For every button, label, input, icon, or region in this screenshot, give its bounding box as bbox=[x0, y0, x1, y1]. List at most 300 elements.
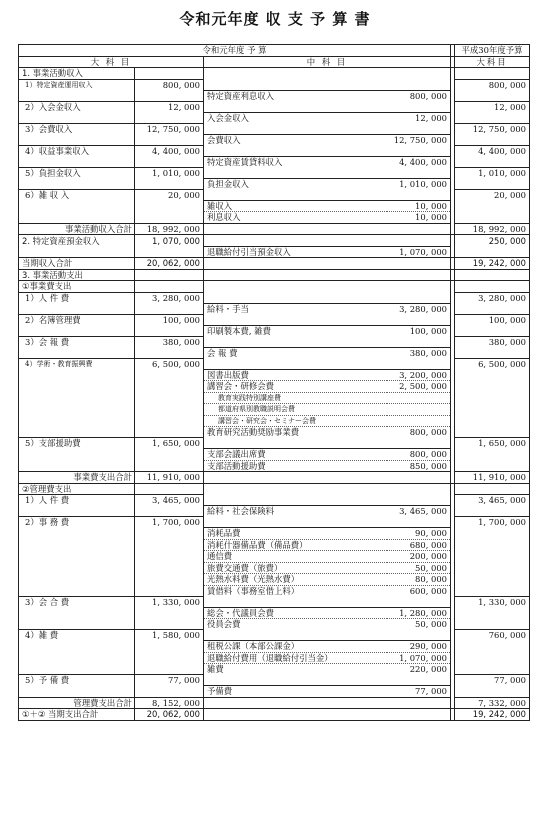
minor-category-cell: 特定資産賃貸料収入 bbox=[204, 156, 387, 167]
major-category-cell: 当期収入合計 bbox=[19, 258, 135, 270]
prev-year-amount-cell bbox=[455, 68, 530, 80]
minor-amount-cell: 10, 000 bbox=[387, 212, 451, 224]
major-amount-cell bbox=[135, 483, 204, 495]
minor-category-cell bbox=[204, 483, 387, 495]
prev-year-amount-cell bbox=[455, 449, 530, 461]
major-amount-cell bbox=[135, 585, 204, 596]
budget-row bbox=[19, 562, 530, 574]
minor-category-cell bbox=[204, 358, 387, 369]
major-category-cell: 3. 事業活動支出 bbox=[19, 269, 135, 281]
minor-category-cell: 雑収入 bbox=[204, 200, 387, 212]
budget-row bbox=[19, 336, 530, 347]
minor-category-cell: 負担金収入 bbox=[204, 178, 387, 189]
prev-year-amount-cell: 100, 000 bbox=[455, 314, 530, 325]
prev-year-amount-cell bbox=[455, 539, 530, 551]
budget-row bbox=[19, 697, 530, 709]
minor-amount-cell bbox=[387, 392, 451, 404]
minor-category-cell bbox=[204, 189, 387, 200]
major-amount-cell bbox=[135, 664, 204, 675]
major-amount-cell: 12, 750, 000 bbox=[135, 123, 204, 134]
major-amount-cell: 1, 700, 000 bbox=[135, 517, 204, 528]
major-amount-cell bbox=[135, 641, 204, 653]
budget-row bbox=[19, 551, 530, 563]
prev-year-amount-cell bbox=[455, 404, 530, 416]
minor-amount-cell: 1, 070, 000 bbox=[387, 246, 451, 258]
prev-year-amount-cell: 20, 000 bbox=[455, 189, 530, 200]
major-amount-cell: 1, 580, 000 bbox=[135, 630, 204, 641]
prev-year-amount-cell bbox=[455, 551, 530, 563]
major-category-cell: 3）会費収入 bbox=[19, 123, 135, 134]
minor-category-cell: 役員会費 bbox=[204, 619, 387, 630]
major-amount-cell bbox=[135, 652, 204, 664]
minor-category-cell: 教育研究活動奨励事業費 bbox=[204, 427, 387, 438]
minor-amount-cell bbox=[387, 483, 451, 495]
minor-amount-cell bbox=[387, 145, 451, 156]
minor-amount-cell bbox=[387, 358, 451, 369]
budget-row bbox=[19, 200, 530, 212]
major-amount-cell bbox=[135, 449, 204, 461]
major-amount-cell bbox=[135, 134, 204, 145]
major-category-cell: 4）収益事業収入 bbox=[19, 145, 135, 156]
major-amount-cell bbox=[135, 369, 204, 381]
minor-category-cell: 支部活動援助費 bbox=[204, 460, 387, 472]
major-amount-cell bbox=[135, 200, 204, 212]
major-amount-cell bbox=[135, 269, 204, 281]
minor-category-cell: 給料・手当 bbox=[204, 303, 387, 314]
prev-year-amount-cell: 77, 000 bbox=[455, 675, 530, 686]
minor-amount-cell: 4, 400, 000 bbox=[387, 156, 451, 167]
major-category-cell: ①＋② 当期支出合計 bbox=[19, 709, 135, 721]
minor-category-cell: 印刷製本費, 雑費 bbox=[204, 325, 387, 336]
major-category-cell bbox=[19, 686, 135, 698]
minor-category-cell bbox=[204, 495, 387, 506]
minor-category-cell bbox=[204, 472, 387, 484]
major-amount-cell bbox=[135, 325, 204, 336]
minor-category-cell: 会 報 費 bbox=[204, 347, 387, 358]
prev-year-amount-cell bbox=[455, 483, 530, 495]
budget-row bbox=[19, 79, 530, 90]
header-row-year bbox=[19, 45, 530, 57]
minor-amount-cell bbox=[387, 675, 451, 686]
prev-year-amount-cell bbox=[455, 652, 530, 664]
minor-amount-cell bbox=[387, 472, 451, 484]
prev-year-amount-cell bbox=[455, 369, 530, 381]
major-amount-cell bbox=[135, 607, 204, 619]
major-amount-cell bbox=[135, 281, 204, 293]
budget-row bbox=[19, 381, 530, 393]
minor-category-cell bbox=[204, 596, 387, 607]
budget-row bbox=[19, 281, 530, 293]
major-amount-cell bbox=[135, 303, 204, 314]
budget-row bbox=[19, 235, 530, 247]
minor-category-cell: 消耗品費 bbox=[204, 528, 387, 540]
major-category-cell bbox=[19, 112, 135, 123]
major-category-cell: 2）入会金収入 bbox=[19, 101, 135, 112]
minor-category-cell: 特定資産利息収入 bbox=[204, 90, 387, 101]
major-amount-cell: 11, 910, 000 bbox=[135, 472, 204, 484]
minor-amount-cell: 680, 000 bbox=[387, 539, 451, 551]
minor-category-cell: 雑費 bbox=[204, 664, 387, 675]
major-amount-cell bbox=[135, 112, 204, 123]
minor-category-cell: 消耗什器備品費（備品費） bbox=[204, 539, 387, 551]
minor-category-cell bbox=[204, 258, 387, 270]
major-category-cell: 4）学術・教育振興費 bbox=[19, 358, 135, 369]
minor-amount-cell: 220, 000 bbox=[387, 664, 451, 675]
major-category-cell: 1）人 件 費 bbox=[19, 495, 135, 506]
prev-year-amount-cell bbox=[455, 528, 530, 540]
major-amount-cell: 3, 280, 000 bbox=[135, 292, 204, 303]
minor-amount-cell: 1, 280, 000 bbox=[387, 607, 451, 619]
major-category-cell: 5）予 備 費 bbox=[19, 675, 135, 686]
major-amount-cell bbox=[135, 90, 204, 101]
prev-year-amount-cell: 11, 910, 000 bbox=[455, 472, 530, 484]
budget-row bbox=[19, 223, 530, 235]
minor-amount-cell: 800, 000 bbox=[387, 449, 451, 461]
prev-year-amount-cell bbox=[455, 562, 530, 574]
prev-year-amount-cell: 1, 650, 000 bbox=[455, 438, 530, 449]
major-category-cell: 2. 特定資産預金収入 bbox=[19, 235, 135, 247]
budget-row bbox=[19, 303, 530, 314]
major-amount-cell: 8, 152, 000 bbox=[135, 697, 204, 709]
prev-year-amount-cell bbox=[455, 281, 530, 293]
prev-year-amount-cell: 1, 010, 000 bbox=[455, 167, 530, 178]
minor-category-cell: 会費収入 bbox=[204, 134, 387, 145]
minor-amount-cell bbox=[387, 517, 451, 528]
major-category-cell bbox=[19, 134, 135, 145]
minor-category-cell bbox=[204, 223, 387, 235]
minor-category-cell: 入会金収入 bbox=[204, 112, 387, 123]
prev-year-amount-cell bbox=[455, 392, 530, 404]
prev-year-amount-cell bbox=[455, 381, 530, 393]
minor-amount-cell: 77, 000 bbox=[387, 686, 451, 698]
prev-year-amount-cell bbox=[455, 347, 530, 358]
minor-category-cell: 利息収入 bbox=[204, 212, 387, 224]
major-category-cell: 事業活動収入合計 bbox=[19, 223, 135, 235]
budget-row bbox=[19, 404, 530, 416]
major-category-cell bbox=[19, 619, 135, 630]
budget-row bbox=[19, 156, 530, 167]
prev-year-header: 平成30年度予算 bbox=[455, 45, 530, 57]
minor-amount-cell: 80, 000 bbox=[387, 574, 451, 586]
prev-year-amount-cell bbox=[455, 427, 530, 438]
major-amount-cell: 1, 650, 000 bbox=[135, 438, 204, 449]
budget-row bbox=[19, 517, 530, 528]
minor-amount-cell: 50, 000 bbox=[387, 562, 451, 574]
major-amount-cell: 4, 400, 000 bbox=[135, 145, 204, 156]
minor-amount-cell bbox=[387, 167, 451, 178]
major-category-cell: 管理費支出合計 bbox=[19, 697, 135, 709]
minor-amount-cell: 3, 280, 000 bbox=[387, 303, 451, 314]
minor-amount-cell bbox=[387, 258, 451, 270]
minor-category-cell bbox=[204, 79, 387, 90]
prev-year-amount-cell bbox=[455, 325, 530, 336]
major-amount-cell bbox=[135, 156, 204, 167]
budget-row bbox=[19, 314, 530, 325]
minor-amount-cell: 600, 000 bbox=[387, 585, 451, 596]
major-category-cell bbox=[19, 381, 135, 393]
major-category-cell bbox=[19, 156, 135, 167]
prev-year-amount-cell bbox=[455, 585, 530, 596]
prev-year-amount-cell: 6, 500, 000 bbox=[455, 358, 530, 369]
major-category-cell: 6）雑 収 入 bbox=[19, 189, 135, 200]
minor-category-header: 中 科 目 bbox=[204, 56, 451, 68]
major-category-cell: ①事業費支出 bbox=[19, 281, 135, 293]
budget-row bbox=[19, 68, 530, 80]
prev-year-amount-cell: 18, 992, 000 bbox=[455, 223, 530, 235]
budget-row bbox=[19, 292, 530, 303]
minor-category-cell: 通信費 bbox=[204, 551, 387, 563]
prev-year-amount-cell bbox=[455, 607, 530, 619]
major-category-cell bbox=[19, 369, 135, 381]
minor-amount-cell bbox=[387, 697, 451, 709]
prev-year-amount-cell bbox=[455, 200, 530, 212]
major-amount-cell: 20, 000 bbox=[135, 189, 204, 200]
major-category-cell bbox=[19, 178, 135, 189]
prev-year-amount-cell: 7, 332, 000 bbox=[455, 697, 530, 709]
major-category-cell bbox=[19, 303, 135, 314]
minor-amount-cell bbox=[387, 281, 451, 293]
budget-row bbox=[19, 607, 530, 619]
major-category-cell bbox=[19, 392, 135, 404]
minor-amount-cell bbox=[387, 404, 451, 416]
minor-amount-cell: 1, 070, 000 bbox=[387, 652, 451, 664]
minor-amount-cell bbox=[387, 101, 451, 112]
major-amount-cell bbox=[135, 427, 204, 438]
major-category-cell bbox=[19, 641, 135, 653]
budget-row bbox=[19, 427, 530, 438]
prev-year-amount-cell bbox=[455, 664, 530, 675]
minor-category-cell bbox=[204, 709, 387, 721]
budget-row bbox=[19, 675, 530, 686]
prev-year-amount-cell bbox=[455, 269, 530, 281]
major-amount-cell bbox=[135, 506, 204, 517]
prev-year-amount-cell bbox=[455, 619, 530, 630]
budget-row bbox=[19, 495, 530, 506]
major-amount-cell: 12, 000 bbox=[135, 101, 204, 112]
budget-row bbox=[19, 472, 530, 484]
minor-amount-cell: 100, 000 bbox=[387, 325, 451, 336]
prev-year-amount-cell: 4, 400, 000 bbox=[455, 145, 530, 156]
minor-category-cell bbox=[204, 269, 387, 281]
major-amount-cell: 18, 992, 000 bbox=[135, 223, 204, 235]
budget-row bbox=[19, 528, 530, 540]
budget-row bbox=[19, 664, 530, 675]
minor-amount-cell: 12, 000 bbox=[387, 112, 451, 123]
minor-category-cell: 給料・社会保険料 bbox=[204, 506, 387, 517]
major-category-cell: ②管理費支出 bbox=[19, 483, 135, 495]
prev-year-amount-cell: 1, 700, 000 bbox=[455, 517, 530, 528]
major-amount-cell bbox=[135, 404, 204, 416]
minor-category-cell bbox=[204, 336, 387, 347]
minor-amount-cell bbox=[387, 223, 451, 235]
major-category-cell bbox=[19, 427, 135, 438]
current-year-header: 令和元年度 予 算 bbox=[19, 45, 451, 57]
minor-category-cell: 退職給付引当預金収入 bbox=[204, 246, 387, 258]
minor-category-cell: 退職給付費用（退職給付引当金） bbox=[204, 652, 387, 664]
major-category-cell: 2）事 務 費 bbox=[19, 517, 135, 528]
major-amount-cell bbox=[135, 619, 204, 630]
major-category-cell: 5）負担金収入 bbox=[19, 167, 135, 178]
budget-row bbox=[19, 212, 530, 224]
major-category-cell bbox=[19, 325, 135, 336]
major-category-cell bbox=[19, 652, 135, 664]
minor-category-cell bbox=[204, 235, 387, 247]
prev-year-amount-cell: 3, 280, 000 bbox=[455, 292, 530, 303]
prev-year-amount-cell: 250, 000 bbox=[455, 235, 530, 247]
prev-year-amount-cell: 380, 000 bbox=[455, 336, 530, 347]
minor-amount-cell: 800, 000 bbox=[387, 427, 451, 438]
major-amount-cell: 20, 062, 000 bbox=[135, 709, 204, 721]
major-category-cell: 3）会 報 費 bbox=[19, 336, 135, 347]
minor-amount-cell bbox=[387, 269, 451, 281]
major-category-cell: 1）人 件 費 bbox=[19, 292, 135, 303]
budget-row bbox=[19, 246, 530, 258]
budget-table bbox=[18, 44, 530, 721]
major-category-cell bbox=[19, 90, 135, 101]
prev-year-amount-cell bbox=[455, 686, 530, 698]
prev-year-amount-cell bbox=[455, 303, 530, 314]
major-amount-cell bbox=[135, 686, 204, 698]
prev-year-amount-cell bbox=[455, 212, 530, 224]
prev-major-header: 大科目 bbox=[455, 56, 530, 68]
budget-row bbox=[19, 539, 530, 551]
minor-amount-cell bbox=[387, 68, 451, 80]
major-category-cell bbox=[19, 539, 135, 551]
budget-row bbox=[19, 630, 530, 641]
major-amount-cell bbox=[135, 178, 204, 189]
major-amount-cell bbox=[135, 460, 204, 472]
major-category-cell: 3）会 合 費 bbox=[19, 596, 135, 607]
minor-amount-cell bbox=[387, 79, 451, 90]
minor-amount-cell: 850, 000 bbox=[387, 460, 451, 472]
minor-category-cell: 予備費 bbox=[204, 686, 387, 698]
major-amount-cell: 1, 070, 000 bbox=[135, 235, 204, 247]
budget-row bbox=[19, 167, 530, 178]
major-category-cell bbox=[19, 585, 135, 596]
major-amount-cell: 380, 000 bbox=[135, 336, 204, 347]
budget-row bbox=[19, 258, 530, 270]
major-amount-cell: 6, 500, 000 bbox=[135, 358, 204, 369]
prev-year-amount-cell bbox=[455, 641, 530, 653]
major-amount-cell: 1, 330, 000 bbox=[135, 596, 204, 607]
major-amount-cell bbox=[135, 415, 204, 427]
prev-year-amount-cell bbox=[455, 506, 530, 517]
minor-amount-cell: 380, 000 bbox=[387, 347, 451, 358]
budget-row bbox=[19, 101, 530, 112]
major-amount-cell bbox=[135, 246, 204, 258]
minor-category-cell bbox=[204, 101, 387, 112]
major-category-cell bbox=[19, 212, 135, 224]
minor-category-cell bbox=[204, 145, 387, 156]
budget-row bbox=[19, 506, 530, 517]
budget-row bbox=[19, 585, 530, 596]
major-category-cell bbox=[19, 551, 135, 563]
minor-amount-cell bbox=[387, 438, 451, 449]
major-amount-cell bbox=[135, 574, 204, 586]
budget-row bbox=[19, 641, 530, 653]
minor-amount-cell: 200, 000 bbox=[387, 551, 451, 563]
major-amount-cell bbox=[135, 539, 204, 551]
minor-category-cell bbox=[204, 517, 387, 528]
minor-category-cell: 旅費交通費（旅費） bbox=[204, 562, 387, 574]
budget-row bbox=[19, 90, 530, 101]
major-category-cell: 2）名簿管理費 bbox=[19, 314, 135, 325]
minor-amount-cell bbox=[387, 123, 451, 134]
major-amount-cell: 800, 000 bbox=[135, 79, 204, 90]
major-amount-cell: 1, 010, 000 bbox=[135, 167, 204, 178]
budget-row bbox=[19, 483, 530, 495]
minor-amount-cell: 290, 000 bbox=[387, 641, 451, 653]
minor-category-cell: 支部会議出席費 bbox=[204, 449, 387, 461]
minor-category-cell: 図書出版費 bbox=[204, 369, 387, 381]
budget-row bbox=[19, 123, 530, 134]
budget-row bbox=[19, 709, 530, 721]
major-amount-cell: 100, 000 bbox=[135, 314, 204, 325]
minor-category-cell: 賃借料（事務室借上料） bbox=[204, 585, 387, 596]
budget-row bbox=[19, 392, 530, 404]
major-amount-cell bbox=[135, 381, 204, 393]
budget-row bbox=[19, 189, 530, 200]
minor-amount-cell: 3, 200, 000 bbox=[387, 369, 451, 381]
prev-year-amount-cell bbox=[455, 178, 530, 189]
budget-row bbox=[19, 596, 530, 607]
budget-row bbox=[19, 652, 530, 664]
minor-amount-cell bbox=[387, 495, 451, 506]
prev-year-amount-cell: 19, 242, 000 bbox=[455, 258, 530, 270]
major-amount-cell bbox=[135, 68, 204, 80]
minor-amount-cell: 50, 000 bbox=[387, 619, 451, 630]
minor-amount-cell bbox=[387, 292, 451, 303]
major-category-cell bbox=[19, 528, 135, 540]
minor-amount-cell: 10, 000 bbox=[387, 200, 451, 212]
prev-year-amount-cell bbox=[455, 134, 530, 145]
budget-row bbox=[19, 358, 530, 369]
minor-amount-cell bbox=[387, 189, 451, 200]
prev-year-amount-cell bbox=[455, 156, 530, 167]
major-category-cell: 事業費支出合計 bbox=[19, 472, 135, 484]
minor-amount-cell: 1, 010, 000 bbox=[387, 178, 451, 189]
major-category-cell: 4）雑 費 bbox=[19, 630, 135, 641]
minor-amount-cell: 12, 750, 000 bbox=[387, 134, 451, 145]
minor-category-cell: 講習会・研修会費 bbox=[204, 381, 387, 393]
major-amount-cell bbox=[135, 347, 204, 358]
major-category-cell bbox=[19, 246, 135, 258]
prev-year-amount-cell bbox=[455, 90, 530, 101]
prev-year-amount-cell: 760, 000 bbox=[455, 630, 530, 641]
prev-year-amount-cell: 12, 750, 000 bbox=[455, 123, 530, 134]
minor-category-cell bbox=[204, 68, 387, 80]
major-category-cell bbox=[19, 200, 135, 212]
minor-category-cell bbox=[204, 292, 387, 303]
major-category-cell: 5）支部援助費 bbox=[19, 438, 135, 449]
prev-year-amount-cell bbox=[455, 574, 530, 586]
budget-row bbox=[19, 438, 530, 449]
prev-year-amount-cell: 1, 330, 000 bbox=[455, 596, 530, 607]
budget-row bbox=[19, 619, 530, 630]
minor-category-cell bbox=[204, 697, 387, 709]
major-category-cell bbox=[19, 574, 135, 586]
minor-amount-cell bbox=[387, 314, 451, 325]
minor-category-cell bbox=[204, 630, 387, 641]
minor-category-cell: 講習会・研究会・セミナー会費 bbox=[204, 415, 387, 427]
prev-year-amount-cell bbox=[455, 415, 530, 427]
budget-row bbox=[19, 369, 530, 381]
minor-amount-cell: 3, 465, 000 bbox=[387, 506, 451, 517]
major-amount-cell bbox=[135, 212, 204, 224]
major-amount-cell: 77, 000 bbox=[135, 675, 204, 686]
major-amount-cell bbox=[135, 551, 204, 563]
major-amount-cell bbox=[135, 528, 204, 540]
